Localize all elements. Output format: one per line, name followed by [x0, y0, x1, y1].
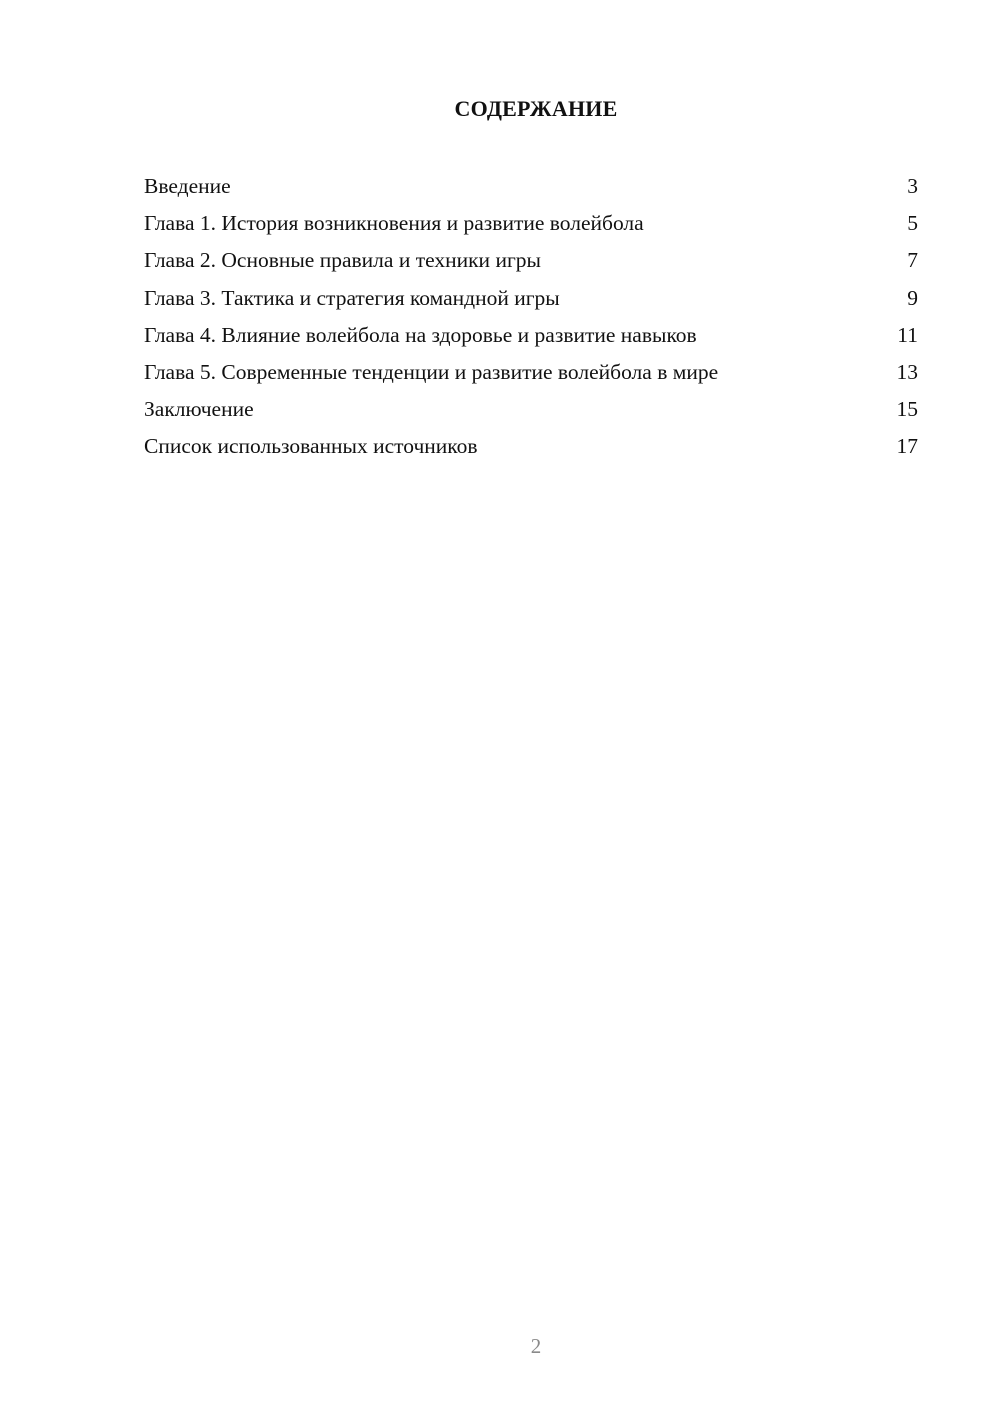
- toc-entry-title: Глава 5. Современные тенденции и развитие волейбола в мире: [144, 359, 719, 384]
- table-of-contents: [144, 168, 918, 466]
- toc-entry-chapter-1: [144, 205, 918, 242]
- toc-entry-chapter-5: [144, 354, 918, 391]
- toc-entry-page: 3: [907, 174, 918, 198]
- toc-entry-chapter-3: [144, 280, 918, 317]
- toc-entry-title: Глава 1. История возникновения и развитие волейбола: [144, 211, 644, 236]
- toc-entry-title: Глава 2. Основные правила и техники игры: [144, 248, 541, 273]
- toc-entry-page: 5: [907, 211, 918, 236]
- toc-entry-conclusion: [144, 391, 918, 428]
- page-number: 2: [530, 1334, 542, 1358]
- toc-entry-page: 11: [897, 322, 918, 347]
- page-title: СОДЕРЖАНИЕ: [454, 96, 618, 121]
- toc-entry-page: 7: [907, 248, 918, 273]
- toc-entry-page: 13: [896, 359, 918, 384]
- toc-entry-references: [144, 428, 918, 465]
- toc-entry-introduction: [144, 168, 918, 205]
- toc-entry-chapter-2: [144, 242, 918, 279]
- toc-entry-title: Глава 3. Тактика и стратегия командной игры: [144, 285, 560, 310]
- toc-entry-title: Глава 4. Влияние волейбола на здоровье и развитие навыков: [144, 322, 697, 347]
- toc-entry-title: Список использованных источников: [144, 434, 478, 459]
- toc-entry-chapter-4: [144, 317, 918, 354]
- toc-entry-title: Заключение: [144, 397, 254, 422]
- toc-entry-page: 9: [907, 285, 918, 310]
- toc-entry-title: Введение: [144, 174, 231, 198]
- toc-entry-page: 17: [896, 434, 918, 459]
- toc-entry-page: 15: [896, 397, 918, 422]
